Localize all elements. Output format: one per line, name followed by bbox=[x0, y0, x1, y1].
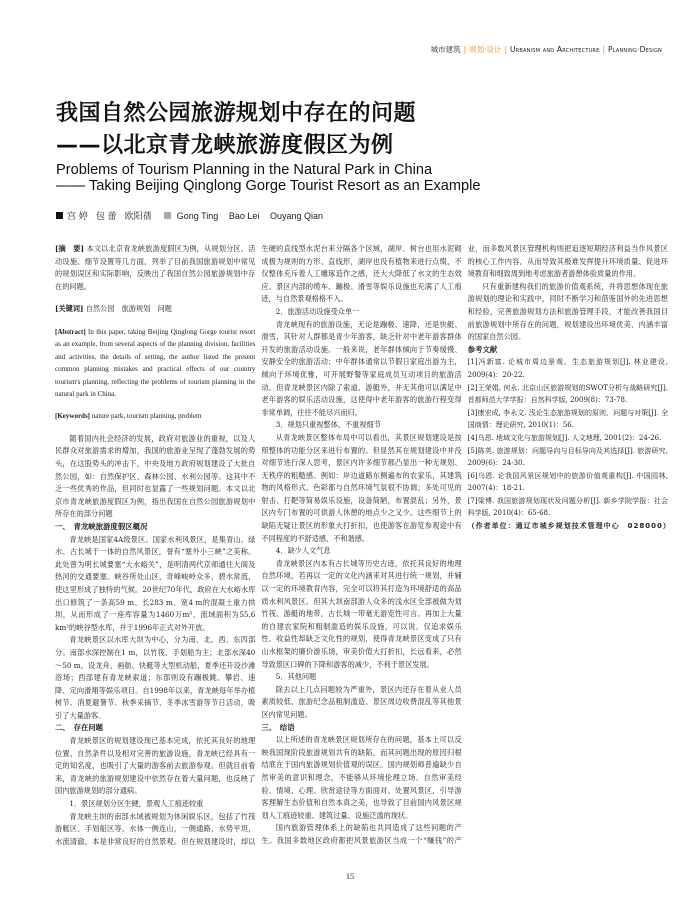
subsection-heading-4: 4．缺少人文气息 bbox=[275, 546, 331, 556]
author-cn: 宫 婷 bbox=[67, 212, 88, 222]
abstract-cn-label: [摘 要] bbox=[55, 244, 85, 253]
journal-name-en: Urbanism and Architecture bbox=[510, 45, 600, 54]
title-en-line2: —— Taking Beijing Qinglong Gorge Tourist Resort as an Example bbox=[56, 178, 481, 194]
subsection-heading-5: 5．其他问题 bbox=[275, 672, 317, 682]
section-heading-1: 一、 青龙峡旅游度假区概况 bbox=[55, 521, 148, 531]
keywords-en-label: [Keywords] bbox=[55, 412, 90, 421]
body-paragraph: 青龙峡现有的旅游设施，无论是蹦极、速降，还是快艇、滑雪，其针对人群都是青少年游客，缺乏针对中老年游客群体开发的旅游活动设施。一般来说，老年群体倾向于节奏缓慢、安静安全的旅游活动；中年群体通常以节假日家庭出游为主，倾向于环境优雅，可开展野餐等家庭成员互动项目的旅游活动。但青龙峡景区内除了索道、游艇外，并无其他可以满足中老年游客的娱乐活动设施，这使得中老年游客的旅游行程变得非常单调，往往不能尽兴而归。 bbox=[261, 319, 462, 417]
intro-paragraph: 随着国内社会经济的发展，政府对旅游业的重视，以及人民群众对旅游需求的增加，我国的旅游业呈现了蓬勃发展的势头，在这股势头的冲击下，中央及地方政府规划建设了大批自然公园，如：自然保护区、森林公园、水利公园等。这其中不乏一些优秀的作品，但同时也显露了一些规划问题。本文以北京市青龙峡旅游度假区为例，指出我国在自然公园旅游规划中所存在的部分问题 bbox=[55, 433, 256, 519]
author-en: Bao Lei bbox=[228, 211, 260, 221]
body-paragraph: 国内旅游管理体系上的缺陷也共同造成了这些问题的产生。我国多数地区政府都把风景旅游区当成一个“赚钱”的产业，而多数风景区管理机构则把追逐短期经济利益当作风景区的核心工作内容，从而导致其极难发挥提升环境质量、促进环境教育和细致周到地考虑旅游者游憩体验质量的作用。 bbox=[261, 244, 668, 845]
divider: | bbox=[602, 45, 605, 54]
keywords-cn-text: 自然公园 旅游规划 问题 bbox=[85, 304, 172, 314]
section-heading-3: 三、 结语 bbox=[261, 722, 295, 732]
author-cn: 包 蕾 bbox=[95, 212, 117, 222]
subsection-heading-3: 3．规划只重视整体，不重视细节 bbox=[275, 420, 381, 430]
keywords-en bbox=[55, 410, 255, 422]
body-paragraph: 青龙峡景区的规划建设现已基本完成，依托其良好的地理位置、自然条件以及相对完善的旅游设施，青龙峡已经具有一定的知名度，也吸引了大量的游客前去旅游参观。但就目前看来，青龙峡的旅游规划建设中依然存在着大量问题，也反映了国内旅游规划的部分通病。 bbox=[55, 736, 256, 796]
abstract-en-text: In this paper, taking Beijing Qinglong Gorge tourist resort as an example, from several aspects of the planning division, facilities and activities, the details of setting, the author listed the present common planning mistakes and practical effects of our country tourism's planning, reflecting the problems of tourism planning in the natural park in China. bbox=[55, 327, 256, 398]
title-en bbox=[56, 162, 481, 194]
reference-item: [1]冯新富. 论城市周边景观、生态旅游规划[J]. 林业建设, 2009(4)：20-22. bbox=[467, 358, 668, 379]
journal-name-cn: 城市建筑 bbox=[430, 45, 461, 54]
keywords-cn-label: [关键词] bbox=[55, 304, 84, 314]
title-cn-line1: 我国自然公园旅游规划中存在的问题 bbox=[56, 101, 417, 126]
divider: | bbox=[463, 45, 467, 54]
body-paragraph: 只有重新建构我们的旅游价值观系统，并将思想体现在旅游规划的理论和实践中，同时不断学习和借鉴国外的先进思想和经验，完善旅游规划方法和旅游管理手段，才能改善我国目前旅游规划中所存在的问题，规划建设出环境优美、内涵丰富的国家自然公园。 bbox=[467, 281, 668, 342]
author-affiliation: （作者单位：通辽市城乡规划技术管理中心 028000） bbox=[467, 522, 671, 531]
reference-item: [2]王荣娟, 何永. 北京山区旅游规划的SWOT分析与战略研究[J]. 首都师范大学学报：自然科学版, 2009(8)：73-78. bbox=[467, 383, 668, 405]
reference-item: [4]乌恩. 地域文化与旅游规划[J]. 人文地理, 2001(2)：24-26. bbox=[467, 433, 662, 442]
keywords-cn bbox=[55, 303, 255, 316]
subsection-heading-1: 1．景区规划分区生硬，景观人工痕迹较重 bbox=[69, 799, 204, 809]
author-en: Ouyang Qian bbox=[270, 211, 324, 221]
page-number: 15 bbox=[346, 872, 354, 881]
abstract-en-label: [Abstract] bbox=[55, 327, 86, 336]
body-paragraph: 除去以上几点问题较为严重外，景区内还存在着从业人员素质较低、旅游纪念品粗制滥造、景区周边收费混乱等其他景区内常见问题。 bbox=[261, 684, 462, 719]
subsection-heading-2: 2．旅游活动设施受众单一 bbox=[275, 306, 360, 316]
body-paragraph: 以上所述的青龙峡景区规划所存在的问题，基本上可以反映我国现阶段旅游规划共有的缺陷。而其问题出现的原因归根结底在于国内旅游规划价值观的误区。国内规划师普遍缺少自然审美的意识和理念，不能够从环境伦理立场、自然审美经验、情境、心理、欣赏途径等方面面对、处置风景区，引导游客理解生态价值和自然本真之美，也导致了目前国内风景区规划人工痕迹较重、建筑过量、设施泛滥的现状。 bbox=[261, 735, 462, 820]
body-paragraph: 青龙峡景区内本有古长城等历史古迹，依托其良好的地理自然环境，若再以一定的文化内涵来对其进行统一规划，并辅以一定的环境教育内容，完全可以将其打造为环境舒适的高品质水利风景区。但其大坝南部游人众多的浅水区全部被做为划竹筏、游艇的地带，古长城一带毫无游览性可言。再加上大量的自建农家院和粗制滥造的娱乐设施，可以说，仅追求娱乐性、收益性却缺乏文化性的规划，使得青龙峡景区变成了只有山水框架的廉价游乐场，审美价值大打折扣，长远看来，必然导致景区口碑的下降和游客的减少，不利于景区发展。 bbox=[261, 558, 462, 669]
body-paragraph: 青龙峡主坝的南部水域被规划为休闲娱乐区，包括了竹筏游艇区、手划船区等。水体一侧连山，一侧通路，水势平坦，水流清澈，本是非常良好的自然景观。但在规划建设时，却以生硬的直线型水泥台来分隔各个区域，湖岸、树台也用水泥砌成极为规则的方形、直线形，湖岸也没有植物来进行点缀，不仅整体充斥着人工雕琢造作之感，还大大降低了水文的生态效应。景区内部的缆车、蹦极、滑雪等娱乐设施也充满了人工痕迹，与自然景观格格不入。 bbox=[55, 244, 462, 846]
reference-item: [3]康宏成, 李永文. 浅论生态旅游规划的原则、问题与对策[J]. 全国商情：理论研究, 2010(1)：56. bbox=[467, 408, 668, 430]
title-cn bbox=[56, 98, 416, 162]
square-bullet-icon bbox=[164, 212, 171, 219]
section-name-cn: 规划·设计 bbox=[469, 45, 502, 54]
author-line bbox=[56, 209, 323, 222]
reference-item: [7]梁博. 我国旅游规划现状及问题分析[J]. 新乡学院学报：社会科学版, 2010(4)：65-68. bbox=[467, 496, 668, 518]
body-paragraph: 青龙峡是国家4A级景区、国家水利风景区，是集青山、绿水、古长城于一体的自然风景区，誉有“塞外小三峡”之美称。此处曾为明长城要塞“大水峪关”，是明清两代京师通往大阁及热河的交通要塞。峡谷所处山区，奇峰峻岭众多，碧水常流，使这里形成了独特的气候。20世纪70年代，政府在大水峪水库出口修筑了一条高59 m、长283 m、宽4 m的混凝土重力拱坝，从而形成了一座库容量为1460万m³、流域面积为55.6 km²的峡谷型水库，并于1996年正式对外开放。 bbox=[55, 534, 256, 632]
body-paragraph: 从青龙峡景区整体布局中可以看出，其景区规划建设是按照整体的功能分区来进行布置的。但显然其在规划建设中并没对细节进行深入思考，景区内许多细节都凸显出一种无规划、无秩序的粗糙感。例如：岸边道路东侧遍布的农家乐，其建筑物的风格形式、色彩都与自然环境气氛很不协调；多处可见的射击、打靶等简易娱乐设施，设备简陋，布置混乱；另外，景区内专门布置的可供游人休憩的地点少之又少。这些细节上的缺陷无疑让景区的形象大打折扣，也使游客在游览参观途中有不同程度的不舒适感、不和谐感。 bbox=[261, 432, 462, 543]
square-bullet-icon bbox=[56, 212, 63, 219]
body-paragraph: 青龙峡景区以水库大坝为中心，分为南、北、西、东四部分。南部水深控制在1 m，以竹筏、手划船为主；北部水深40～50 m，设龙舟、画舫、快艇等大型机动船，夏季还开设沙滩浴场；西部建有青龙峡索道；东部则设有蹦极跳、攀岩、速降、定向滑翔等娱乐项目。自1998年以来，青龙峡每年举办植树节、消夏避暑节、秋季采摘节、冬季冰雪游等节日活动，吸引了大量游客。 bbox=[55, 635, 256, 720]
title-cn-line2: ——以北京青龙峡旅游度假区为例 bbox=[56, 133, 394, 158]
references-heading: 参考文献 bbox=[467, 344, 498, 354]
running-head bbox=[431, 44, 662, 55]
section-name-en: Planning·Design bbox=[608, 45, 662, 54]
divider: | bbox=[504, 45, 508, 54]
author-cn: 欧阳蒨 bbox=[124, 212, 152, 222]
author-en: Gong Ting bbox=[176, 211, 219, 221]
abstract-cn-text: 本文以北京青龙峡旅游度假区为例，从规划分区、活动设施、细节设置等几方面，列举了目前我国旅游规划中常见的规划误区和实际影响，反映出了我国自然公园旅游规划中存在的问题。 bbox=[55, 244, 256, 291]
article-body bbox=[55, 243, 671, 858]
section-heading-2: 二、 存在问题 bbox=[55, 723, 104, 733]
reference-item: [5]陈英. 旅游规划：问题导向与目标导向及其选择[J]. 旅游研究, 2009(6)：24-30. bbox=[467, 446, 668, 468]
abstract-en bbox=[55, 326, 255, 400]
title-en-line1: Problems of Tourism Planning in the Natural Park in China bbox=[56, 162, 433, 178]
keywords-en-text: nature park, tourism planning, problem bbox=[91, 412, 202, 421]
abstract-cn bbox=[55, 243, 255, 293]
reference-item: [6]乌恩. 论我国风景区规划中的旅游价值观重构[J]. 中国园林, 2007(4)：18-21. bbox=[467, 471, 668, 493]
